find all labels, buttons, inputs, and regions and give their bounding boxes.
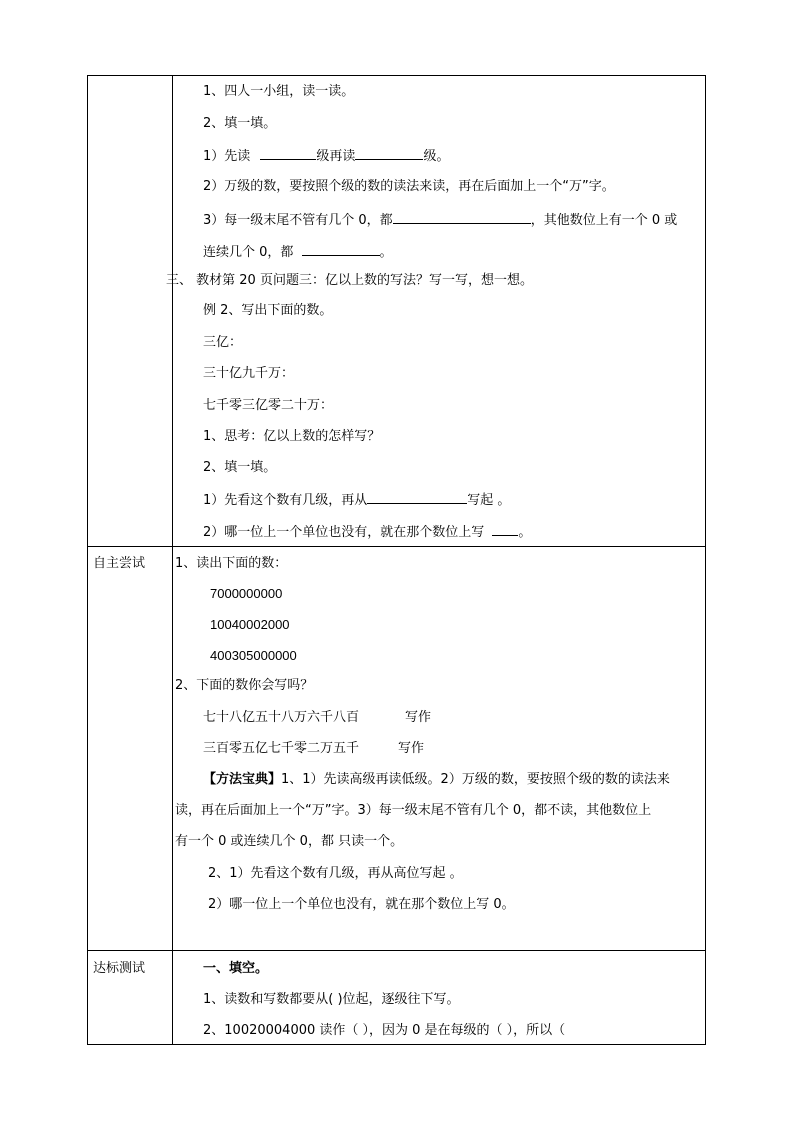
st-number-3: 400305000000 (210, 648, 297, 663)
column-divider (172, 76, 173, 1044)
st-number-2: 10040002000 (210, 617, 290, 632)
st-tip2: 读，再在后面加上一个“万”字。3）每一级末尾不管有几个 0，都不读，其他数位上 (175, 803, 652, 818)
st-w1: 七十八亿五十八万六千八百 (203, 710, 360, 725)
st-number-1: 7000000000 (210, 586, 283, 601)
s2-fill1-a: 1）先看这个数有几级，再从 (203, 493, 368, 508)
s1-line5 (203, 211, 677, 229)
s2-fill1-b: 写起 。 (467, 493, 511, 508)
s2-fill2 (203, 523, 531, 541)
label-test: 达标测试 (93, 961, 146, 976)
s1-line3 (203, 147, 449, 165)
row-divider-1 (88, 546, 705, 547)
s1-line6-b: 。 (379, 245, 393, 260)
test-q2: 2、10020004000 读作（ ），因为 0 是在每级的（ ），所以（ (203, 1023, 566, 1038)
st-q2: 2、下面的数你会写吗？ (175, 678, 314, 693)
st-tip-title: 【方法宝典】 (203, 772, 282, 787)
st-tip-text1: 1、1）先读高级再读低级。2）万级的数，要按照个级的数的读法来 (281, 772, 670, 787)
s1-line1: 1、四人一小组，读一读。 (203, 84, 355, 99)
s2-item2: 三十亿九千万： (203, 366, 295, 381)
s1-line6 (203, 243, 393, 261)
s1-line6-a: 连续几个 0，都 (203, 245, 294, 260)
label-self-try: 自主尝试 (93, 556, 146, 571)
row-divider-2 (88, 950, 705, 951)
s2-think: 1、思考：亿以上数的怎样写？ (203, 429, 381, 444)
s1-line5-a: 3）每一级末尾不管有几个 0，都 (203, 213, 393, 228)
blank-3[interactable] (393, 211, 531, 224)
st-w2-write: 写作 (398, 741, 425, 756)
st-w1-write: 写作 (405, 710, 432, 725)
s2-item3: 七千零三亿零二十万： (203, 398, 334, 413)
s2-fill1 (203, 491, 510, 509)
st-tip4: 2、1）先看这个数有几级，再从高位写起 。 (208, 866, 463, 881)
blank-4[interactable] (302, 243, 380, 256)
s1-line3-c: 级。 (423, 149, 450, 164)
s2-fill: 2、填一填。 (203, 460, 277, 475)
s2-item1: 三亿： (203, 335, 243, 350)
s1-line2: 2、填一填。 (203, 116, 277, 131)
blank-6[interactable] (492, 523, 518, 536)
s1-line4: 2）万级的数，要按照个级的数的读法来读，再在后面加上一个“万”字。 (203, 179, 615, 194)
st-w2: 三百零五亿七千零二万五千 (203, 741, 360, 756)
st-tip1 (203, 772, 670, 788)
blank-1[interactable] (260, 147, 316, 160)
blank-2[interactable] (355, 147, 423, 160)
blank-5[interactable] (367, 491, 467, 504)
test-q1: 1、读数和写数都要从( )位起，逐级往下写。 (203, 992, 460, 1007)
s2-fill2-b: 。 (518, 525, 532, 540)
s2-example: 例 2、写出下面的数。 (203, 303, 333, 318)
s2-heading: 三、 教材第 20 页问题三：亿以上数的写法？写一写，想一想。 (166, 273, 533, 288)
s2-fill2-a: 2）哪一位上一个单位也没有，就在那个数位上写 (203, 525, 485, 540)
s1-line5-b: ，其他数位上有一个 0 或 (530, 213, 678, 228)
st-tip5: 2）哪一位上一个单位也没有，就在那个数位上写 0。 (208, 897, 515, 912)
st-tip3: 有一个 0 或连续几个 0，都 只读一个。 (175, 834, 404, 849)
st-q1: 1、读出下面的数： (175, 556, 288, 571)
test-heading: 一、填空。 (203, 961, 269, 976)
s1-line3-b: 级再读 (316, 149, 356, 164)
s1-line3-a: 1）先读 (203, 149, 251, 164)
